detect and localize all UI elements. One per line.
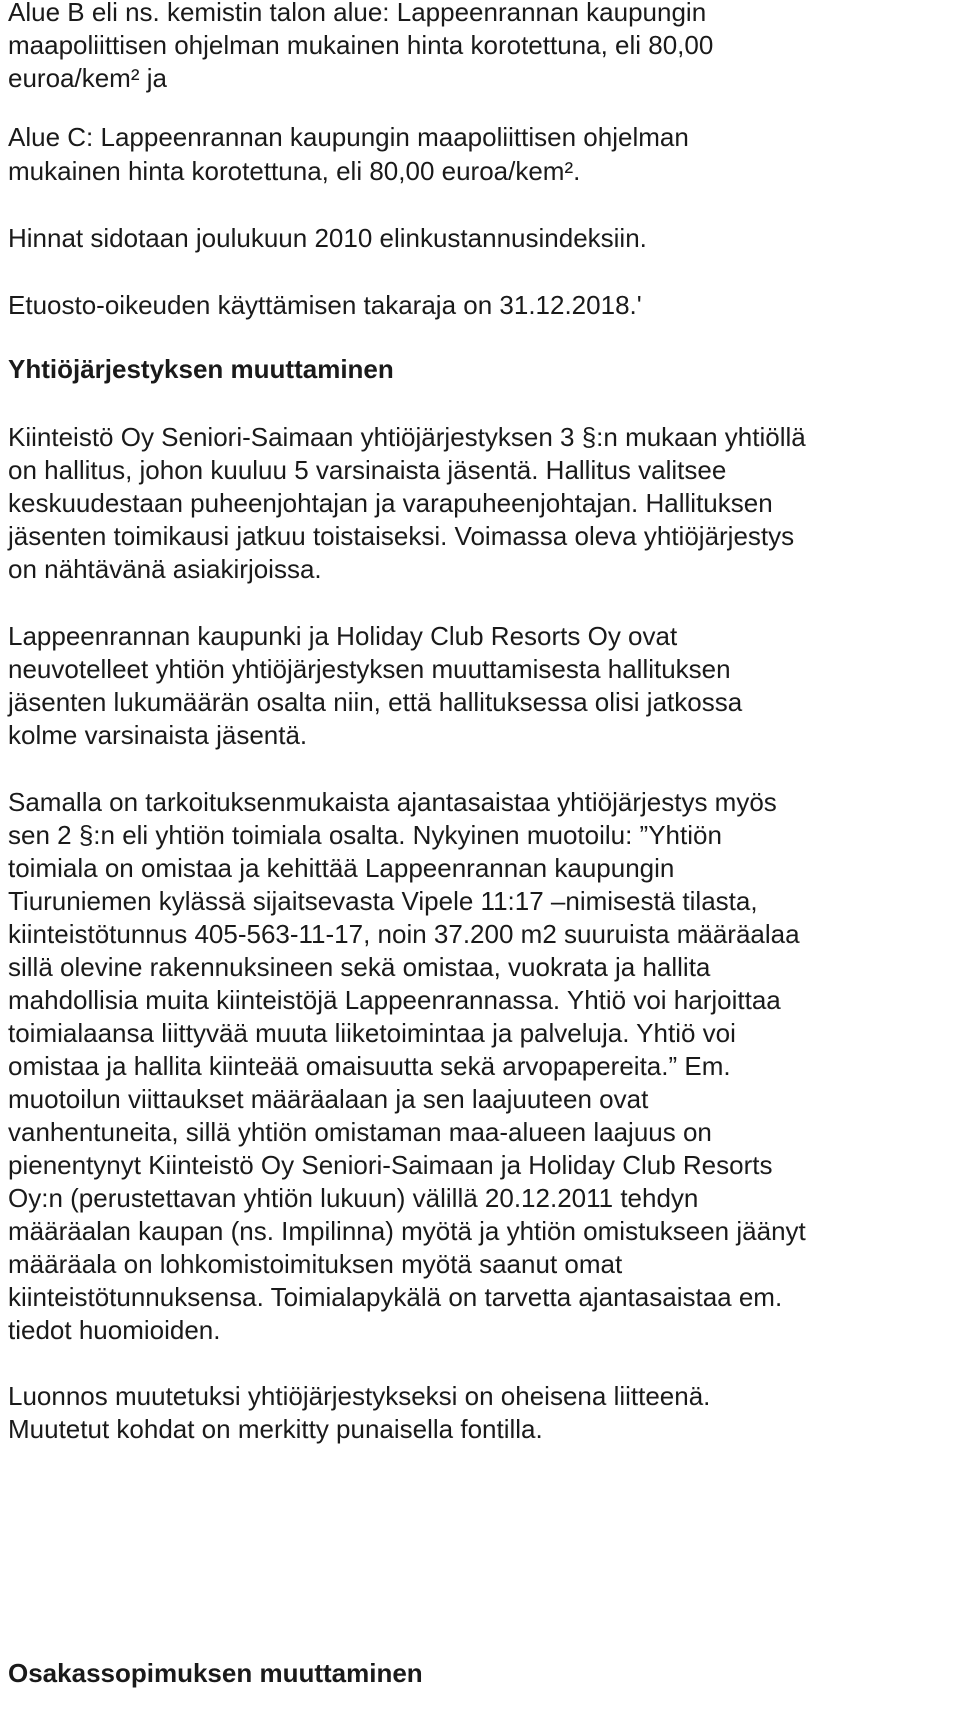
paragraph-line: kiinteistötunnuksensa. Toimialapykälä on tarvetta ajantasaistaa em. [8,1282,783,1312]
paragraph-line: toimialaansa liittyvää muuta liiketoimintaa ja palveluja. Yhtiö voi [8,1018,736,1048]
paragraph-line: Tiuruniemen kylässä sijaitsevasta Vipele 11:17 –nimisestä tilasta, [8,886,758,916]
paragraph-line: vanhentuneita, sillä yhtiön omistaman maa-alueen laajuus on [8,1117,712,1147]
paragraph-line: jäsenten toimikausi jatkuu toistaiseksi. Voimassa oleva yhtiöjärjestys [8,521,795,551]
paragraph-line: omistaa ja hallita kiinteää omaisuutta sekä arvopapereita.” Em. [8,1051,731,1081]
document-page [8,0,952,1712]
paragraph-line: neuvotelleet yhtiön yhtiöjärjestyksen muuttamisesta hallituksen [8,654,731,684]
intro-line: Alue C: Lappeenrannan kaupungin maapoliittisen ohjelman [8,122,689,152]
paragraph-line: muotoilun viittaukset määräalaan ja sen laajuuteen ovat [8,1084,649,1114]
paragraph-line: sillä olevine rakennuksineen sekä omistaa, vuokrata ja hallita [8,952,711,982]
paragraph-line: Samalla on tarkoituksenmukaista ajantasaistaa yhtiöjärjestys myös [8,787,777,817]
intro-line: Etuosto-oikeuden käyttämisen takaraja on 31.12.2018.' [8,290,642,320]
intro-line: maapoliittisen ohjelman mukainen hinta korotettuna, eli 80,00 [8,30,714,60]
intro-line: Alue B eli ns. kemistin talon alue: Lappeenrannan kaupungin [8,0,707,27]
paragraph-line: on hallitus, johon kuuluu 5 varsinaista jäsentä. Hallitus valitsee [8,455,727,485]
paragraph-line: Lappeenrannan kaupunki ja Holiday Club Resorts Oy ovat [8,621,678,651]
paragraph-line: on nähtävänä asiakirjoissa. [8,554,322,584]
intro-line: mukainen hinta korotettuna, eli 80,00 euroa/kem². [8,156,581,186]
paragraph-line: määräala on lohkomistoimituksen myötä saanut omat [8,1249,623,1279]
paragraph-line: Muutetut kohdat on merkitty punaisella fontilla. [8,1414,543,1444]
paragraph-line: pienentynyt Kiinteistö Oy Seniori-Saimaan ja Holiday Club Resorts [8,1150,773,1180]
paragraph-line: kolme varsinaista jäsentä. [8,720,308,750]
paragraph-line: tiedot huomioiden. [8,1315,221,1345]
intro-line: Hinnat sidotaan joulukuun 2010 elinkustannusindeksiin. [8,223,647,253]
paragraph-line: mahdollisia muita kiinteistöjä Lappeenrannassa. Yhtiö voi harjoittaa [8,985,781,1015]
paragraph-line: jäsenten lukumäärän osalta niin, että hallituksessa olisi jatkossa [8,687,743,717]
paragraph-line: keskuudestaan puheenjohtajan ja varapuheenjohtajan. Hallituksen [8,488,773,518]
section-heading: Yhtiöjärjestyksen muuttaminen [8,354,394,384]
paragraph-line: määräalan kaupan (ns. Impilinna) myötä ja yhtiön omistukseen jäänyt [8,1216,806,1246]
intro-line: euroa/kem² ja [8,63,167,93]
paragraph-line: Oy:n (perustettavan yhtiön lukuun) välillä 20.12.2011 tehdyn [8,1183,699,1213]
section-heading: Osakassopimuksen muuttaminen [8,1658,423,1688]
paragraph-line: sen 2 §:n eli yhtiön toimiala osalta. Nykyinen muotoilu: ”Yhtiön [8,820,722,850]
paragraph-line: Luonnos muutetuksi yhtiöjärjestykseksi on oheisena liitteenä. [8,1381,711,1411]
paragraph-line: kiinteistötunnus 405-563-11-17, noin 37.200 m2 suuruista määräalaa [8,919,800,949]
paragraph-line: toimiala on omistaa ja kehittää Lappeenrannan kaupungin [8,853,675,883]
paragraph-line: Kiinteistö Oy Seniori-Saimaan yhtiöjärjestyksen 3 §:n mukaan yhtiöllä [8,422,806,452]
